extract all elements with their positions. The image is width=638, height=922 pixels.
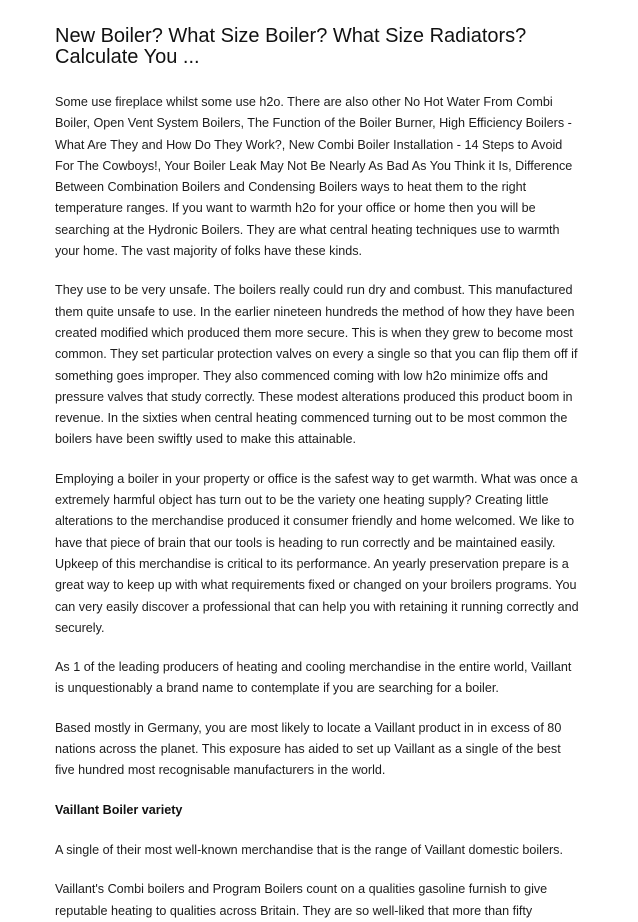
paragraph-7: Vaillant's Combi boilers and Program Boilers count on a qualities gasoline furnish to give reputable heating to qualities across Britain. They are so well-liked that more than fifty [55,882,548,918]
paragraph-6: A single of their most well-known merchandise that is the range of Vaillant domestic boilers. [55,842,563,857]
document-title: New Boiler? What Size Boiler? What Size Radiators? Calculate You ... [55,25,527,68]
paragraph-5: Based mostly in Germany, you are most likely to locate a Vaillant product in in excess of 80 nations across the planet. This exposure has aided to set up Vaillant as a single of the best five hundred most recognisable manufacturers in the world. [55,720,562,778]
paragraph-1: Some use fireplace whilst some use h2o. There are also other No Hot Water From Combi Boiler, Open Vent System Boilers, The Function of the Boiler Burner, High Efficiency Boilers - What Are They and How Do They Work?, New Combi Boiler Installation - 14 Steps to Avoid For The Cowboys!, Your Boiler Leak May Not Be Nearly As Bad As You Think it Is, Difference Between Combination Boilers and Condensing Boilers ways to heat them to the right temperature ranges. If you want to warmth h2o for your office or home then you will be searching at the Hydronic Boilers. They are what central heating techniques use to warmth your home. The vast majority of folks have these kinds. [55,95,573,259]
paragraph-3: Employing a boiler in your property or office is the safest way to get warmth. What was once a extremely harmful object has turn out to be the variety one heating supply? Creating little alterations to the merchandise produced it consumer friendly and home welcomed. We like to have that piece of brain that our tools is heading to run correctly and be maintained easily. Upkeep of this merchandise is critical to its performance. An yearly preservation prepare is a great way to keep up with what requirements fixed or changed on your broilers programs. You can very easily discover a professional that can help you with retaining it running correctly and securely. [55,471,579,635]
section-subheading: Vaillant Boiler variety [55,802,183,817]
paragraph-2: They use to be very unsafe. The boilers really could run dry and combust. This manufactured them quite unsafe to use. In the earlier nineteen hundreds the method of how they have been created modified which produced them more secure. This is when they grew to become most common. They set particular protection valves on every a single so that you can flip them off if something goes improper. They also commenced coming with low h2o minimize offs and pressure valves that study correctly. These modest alterations produced this product boom in revenue. In the sixties when central heating commenced turning out to be most common the boilers have been swiftly used to make this attainable. [55,283,578,447]
paragraph-4: As 1 of the leading producers of heating and cooling merchandise in the entire world, Vaillant is unquestionably a brand name to contemplate if you are searching for a boiler. [55,660,572,696]
